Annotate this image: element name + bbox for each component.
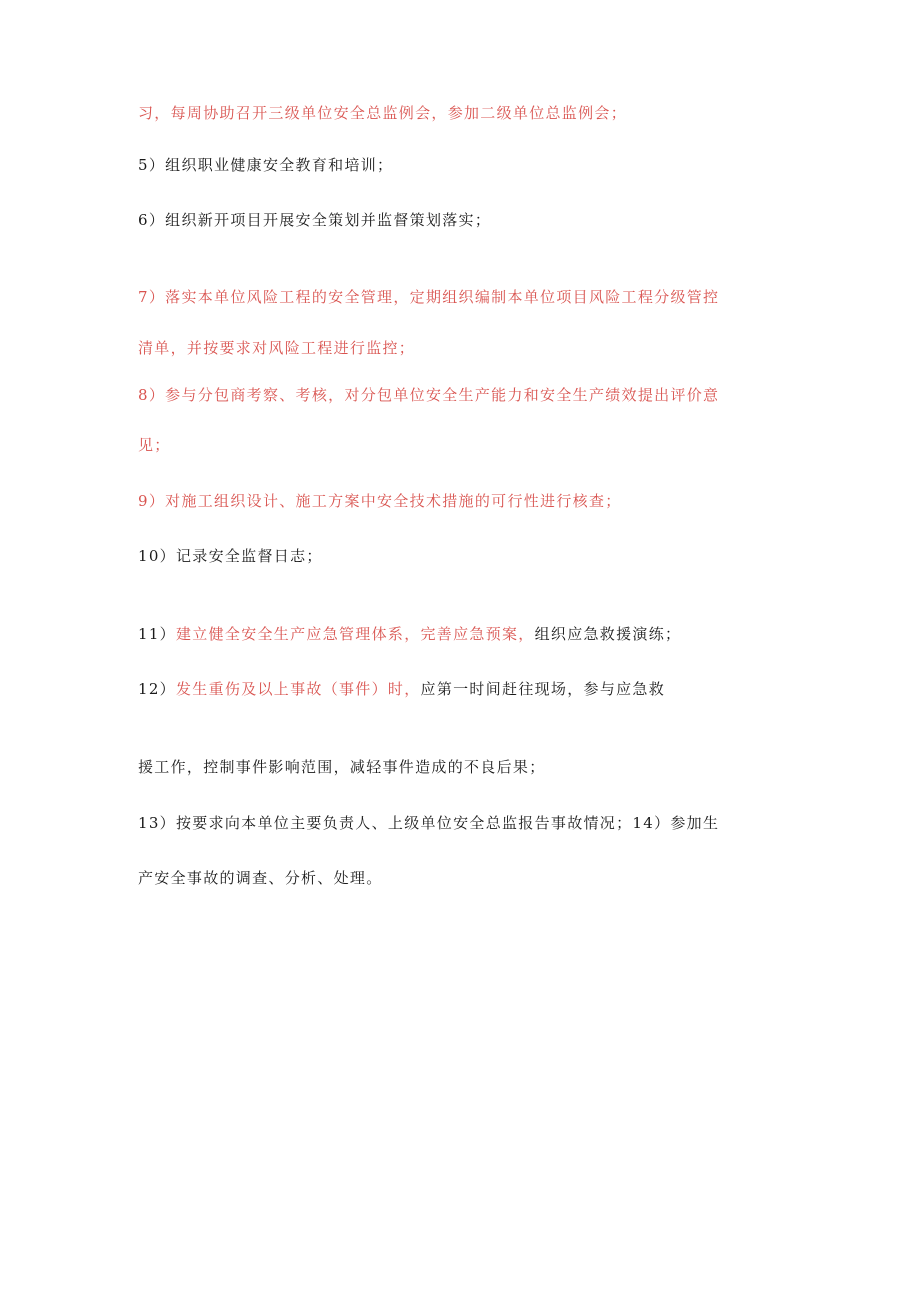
list-item-12-text: 应第一时间赶往现场，参与应急救 — [420, 680, 666, 698]
list-item-12 — [138, 679, 665, 699]
list-item-11-number: 11） — [138, 625, 176, 643]
list-item-7-continued: 清单，并按要求对风险工程进行监控； — [138, 339, 416, 357]
list-item-11 — [138, 624, 681, 644]
list-item-11-text: 组织应急救援演练； — [534, 625, 682, 643]
list-item-12-continued: 援工作，控制事件影响范围，减轻事件造成的不良后果； — [138, 758, 546, 776]
list-item-13: 13）按要求向本单位主要负责人、上级单位安全总监报告事故情况；14）参加生 — [138, 814, 720, 832]
paragraph-line: 习，每周协助召开三级单位安全总监例会，参加二级单位总监例会； — [138, 104, 628, 122]
list-item-12-number: 12） — [138, 680, 176, 698]
list-item-5: 5）组织职业健康安全教育和培训； — [138, 156, 394, 174]
list-item-8-continued: 见； — [138, 436, 171, 454]
list-item-7: 7）落实本单位风险工程的安全管理，定期组织编制本单位项目风险工程分级管控 — [138, 288, 720, 306]
list-item-10: 10）记录安全监督日志； — [138, 547, 323, 565]
list-item-6: 6）组织新开项目开展安全策划并监督策划落实； — [138, 211, 492, 229]
list-item-11-highlight: 建立健全安全生产应急管理体系，完善应急预案， — [176, 625, 535, 643]
list-item-8: 8）参与分包商考察、考核，对分包单位安全生产能力和安全生产绩效提出评价意 — [138, 386, 720, 404]
list-item-12-highlight: 发生重伤及以上事故（事件）时， — [176, 680, 421, 698]
list-item-9: 9）对施工组织设计、施工方案中安全技术措施的可行性进行核查； — [138, 492, 622, 510]
list-item-14-continued: 产安全事故的调查、分析、处理。 — [138, 869, 383, 887]
